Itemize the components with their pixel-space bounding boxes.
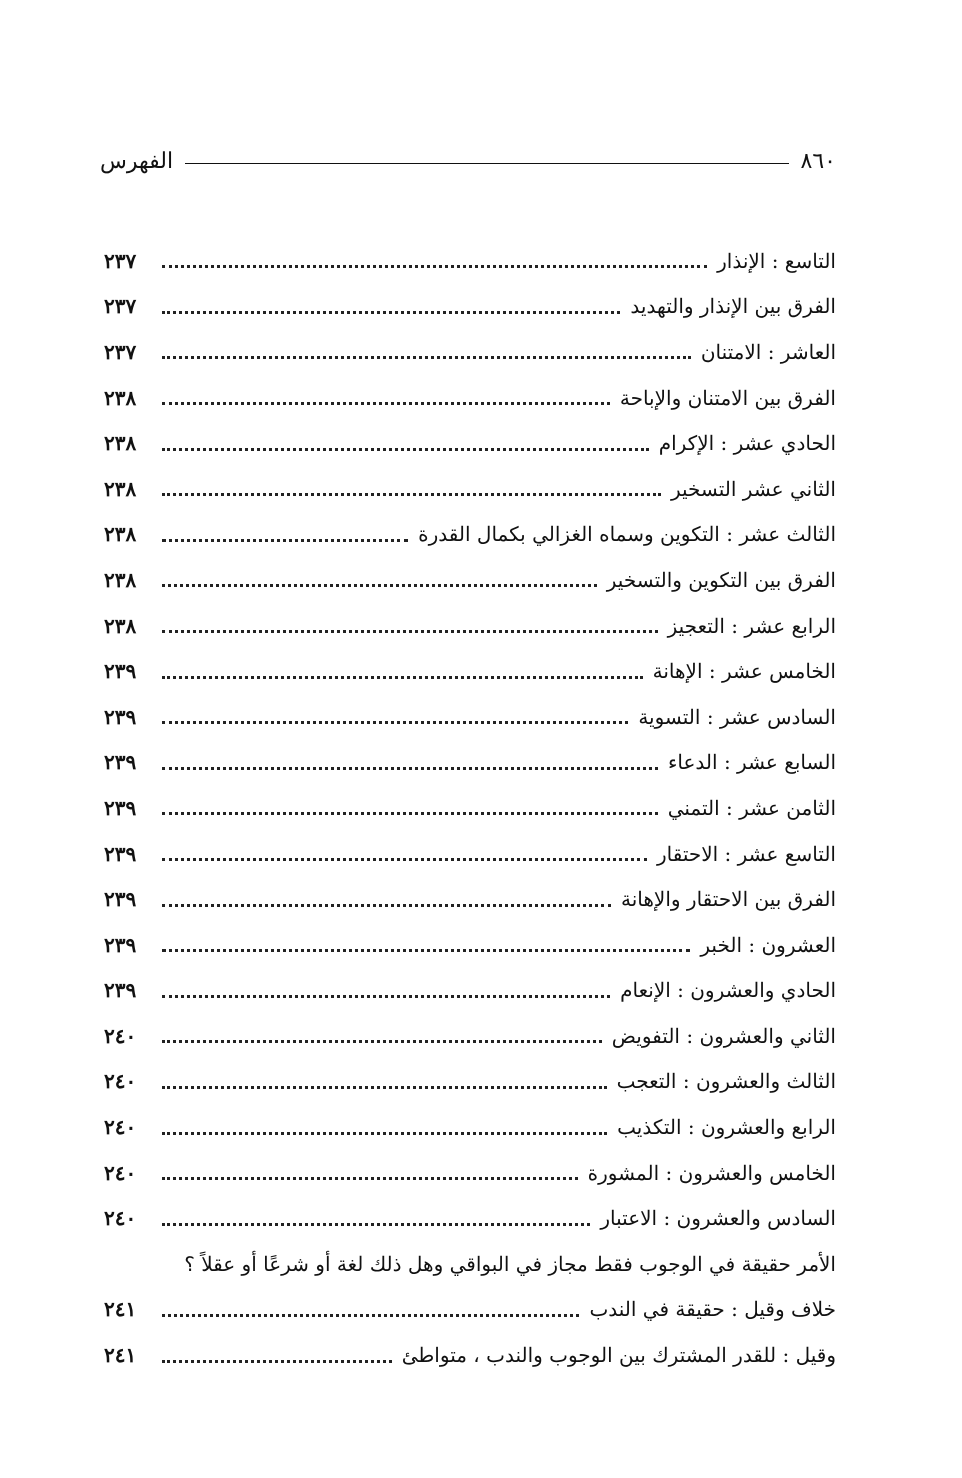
entry-page-number: ٢٣٨: [104, 567, 137, 592]
toc-entry: [104, 785, 836, 831]
toc-entry: [104, 1195, 836, 1241]
dot-leader: [162, 539, 408, 542]
entry-page-number: ٢٣٩: [104, 750, 137, 775]
dot-leader: [162, 1177, 578, 1180]
toc-entry: [104, 648, 836, 694]
dot-leader: [162, 1040, 602, 1043]
dot-leader: [162, 949, 690, 952]
toc-entry: [104, 1150, 836, 1196]
toc-sub-entry: [104, 1287, 836, 1333]
entry-title: السادس والعشرون : الاعتبار: [600, 1206, 836, 1231]
dot-leader: [162, 767, 658, 770]
header-rule: [185, 163, 788, 164]
entry-title: الخامس والعشرون : المشورة: [587, 1160, 836, 1185]
entry-page-number: ٢٣٧: [104, 339, 137, 364]
toc-entry: [104, 603, 836, 649]
toc-entry: [104, 968, 836, 1014]
table-of-contents: [104, 238, 836, 1378]
entry-page-number: ٢٣٩: [104, 841, 137, 866]
toc-entry: [104, 876, 836, 922]
entry-title: وقيل : للقدر المشترك بين الوجوب والندب ، متواطئ: [401, 1343, 836, 1368]
toc-sub-entry: [104, 1332, 836, 1378]
toc-entry: [104, 420, 836, 466]
toc-entry: [104, 694, 836, 740]
entry-page-number: ٢٣٩: [104, 978, 137, 1003]
entry-title: الثامن عشر : التمني: [667, 795, 836, 820]
toc-entry: [104, 466, 836, 512]
entry-title: التاسع عشر : الاحتقار: [656, 841, 836, 866]
dot-leader: [162, 676, 643, 679]
entry-title: الحادي والعشرون : الإنعام: [620, 978, 836, 1003]
dot-leader: [162, 1314, 579, 1317]
dot-leader: [162, 1360, 392, 1363]
toc-entry: [104, 329, 836, 375]
dot-leader: [162, 584, 597, 587]
toc-entry: [104, 238, 836, 284]
toc-entry: [104, 922, 836, 968]
entry-title: العشرون : الخبر: [700, 932, 836, 957]
dot-leader: [162, 904, 611, 907]
entry-page-number: ٢٤٠: [104, 1069, 137, 1094]
entry-page-number: ٢٣٩: [104, 704, 137, 729]
dot-leader: [162, 812, 658, 815]
entry-page-number: ٢٤٠: [104, 1023, 137, 1048]
entry-page-number: ٢٣٨: [104, 613, 137, 638]
toc-entry: [104, 1104, 836, 1150]
entry-page-number: ٢٤١: [104, 1297, 137, 1322]
entry-title: التاسع : الإنذار: [717, 248, 836, 273]
dot-leader: [162, 311, 620, 314]
entry-title: الثالث عشر : التكوين وسماه الغزالي بكمال القدرة: [418, 522, 836, 547]
entry-page-number: ٢٣٩: [104, 795, 137, 820]
entry-page-number: ٢٤٠: [104, 1160, 137, 1185]
dot-leader: [162, 1086, 607, 1089]
entry-page-number: ٢٣٩: [104, 659, 137, 684]
dot-leader: [162, 630, 658, 633]
toc-entry: [104, 557, 836, 603]
toc-entry: [104, 1059, 836, 1105]
entry-page-number: ٢٤٠: [104, 1115, 137, 1140]
entry-title: الفرق بين التكوين والتسخير: [606, 567, 836, 592]
entry-title: السادس عشر : التسوية: [638, 704, 836, 729]
entry-page-number: ٢٣٩: [104, 887, 137, 912]
toc-entry: [104, 1013, 836, 1059]
entry-title: الثاني عشر التسخير: [670, 476, 836, 501]
section-title: الفهرس: [100, 148, 174, 174]
dot-leader: [162, 1223, 590, 1226]
entry-page-number: ٢٣٧: [104, 294, 137, 319]
toc-entry: [104, 284, 836, 330]
question-heading: الأمر حقيقة في الوجوب فقط مجاز في البواقي وهل ذلك لغة أو شرعًا أو عقلاً ؟: [184, 1251, 836, 1276]
dot-leader: [162, 448, 649, 451]
entry-title: الرابع عشر : التعجيز: [667, 613, 836, 638]
entry-title: الفرق بين الإنذار والتهديد: [630, 294, 836, 319]
toc-entry: [104, 512, 836, 558]
entry-page-number: ٢٣٨: [104, 431, 137, 456]
dot-leader: [162, 995, 610, 998]
entry-title: الخامس عشر : الإهانة: [652, 659, 836, 684]
dot-leader: [162, 858, 647, 861]
question-heading-row: [104, 1241, 836, 1287]
page-number: ٨٦٠: [800, 148, 836, 174]
entry-title: الثالث والعشرون : التعجب: [616, 1069, 836, 1094]
entry-title: الرابع والعشرون : التكذيب: [617, 1115, 836, 1140]
entry-title: السابع عشر : الدعاء: [668, 750, 836, 775]
entry-title: الفرق بين الامتنان والإباحة: [619, 385, 836, 410]
toc-entry: [104, 740, 836, 786]
entry-page-number: ٢٣٨: [104, 385, 137, 410]
entry-page-number: ٢٣٨: [104, 522, 137, 547]
entry-title: العاشر : الامتنان: [700, 339, 836, 364]
dot-leader: [162, 402, 610, 405]
dot-leader: [162, 265, 707, 268]
entry-page-number: ٢٤٠: [104, 1206, 137, 1231]
entry-page-number: ٢٤١: [104, 1343, 137, 1368]
toc-entry: [104, 375, 836, 421]
entry-page-number: ٢٣٧: [104, 248, 137, 273]
toc-entry: [104, 831, 836, 877]
running-header: [100, 146, 836, 176]
entry-title: الفرق بين الاحتقار والإهانة: [621, 887, 836, 912]
entry-title: خلاف وقيل : حقيقة في الندب: [589, 1297, 836, 1322]
entry-title: الثاني والعشرون : التفويض: [611, 1023, 836, 1048]
entry-page-number: ٢٣٩: [104, 932, 137, 957]
dot-leader: [162, 1132, 607, 1135]
dot-leader: [162, 356, 691, 359]
entry-title: الحادي عشر : الإكرام: [658, 431, 836, 456]
dot-leader: [162, 721, 628, 724]
entry-page-number: ٢٣٨: [104, 476, 137, 501]
dot-leader: [162, 493, 661, 496]
